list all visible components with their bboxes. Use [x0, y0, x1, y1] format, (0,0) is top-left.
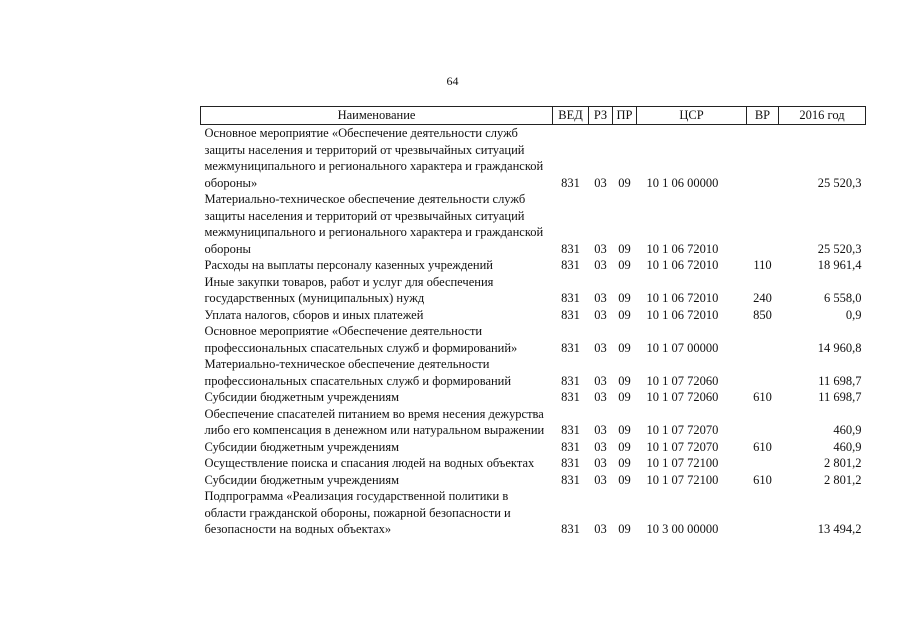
row-ved: 831 — [561, 307, 580, 322]
table-row — [201, 488, 866, 538]
row-csr: 10 1 07 00000 — [646, 340, 719, 355]
header-ved: ВЕД — [553, 107, 589, 125]
row-vr — [747, 323, 779, 356]
row-csr: 10 1 07 72100 — [646, 472, 719, 487]
header-sum: 2016 год — [779, 107, 866, 125]
row-name: Основное мероприятие «Обеспечение деятельности служб защиты населения и территорий от чрезвычайных ситуаций межмуниципального и регионального характера и гражданской обороны» — [204, 126, 544, 190]
row-rz: 03 — [594, 307, 607, 322]
table-row — [201, 274, 866, 307]
row-ved: 831 — [561, 175, 580, 190]
row-vr — [747, 356, 779, 389]
header-rz: РЗ — [589, 107, 613, 125]
row-name: Субсидии бюджетным учреждениям — [204, 439, 400, 454]
row-rz: 03 — [594, 373, 607, 388]
row-vr — [747, 406, 779, 439]
header-name: Наименование — [201, 107, 553, 125]
row-sum: 460,9 — [833, 423, 862, 437]
row-sum: 13 494,2 — [817, 522, 862, 536]
row-csr: 10 1 07 72070 — [646, 423, 719, 437]
row-ved: 831 — [561, 258, 580, 272]
row-rz: 03 — [594, 439, 607, 454]
table-row — [201, 191, 866, 257]
row-rz: 03 — [594, 258, 607, 272]
row-sum: 11 698,7 — [818, 373, 862, 388]
row-pr: 09 — [618, 340, 631, 355]
row-csr: 10 1 06 72010 — [646, 258, 719, 272]
row-rz: 03 — [594, 472, 607, 487]
row-ved: 831 — [561, 340, 580, 355]
row-pr: 09 — [618, 456, 631, 470]
table-header-row — [201, 107, 866, 125]
table-row — [201, 439, 866, 456]
row-name: Основное мероприятие «Обеспечение деятельности профессиональных спасательных служб и формирований» — [204, 324, 518, 355]
table-row — [201, 323, 866, 356]
table-row — [201, 389, 866, 406]
row-sum: 2 801,2 — [824, 456, 862, 470]
row-pr: 09 — [618, 439, 631, 454]
row-rz: 03 — [594, 291, 607, 305]
row-rz: 03 — [594, 390, 607, 404]
row-sum: 2 801,2 — [824, 472, 862, 487]
table-row — [201, 307, 866, 324]
row-rz: 03 — [594, 241, 607, 256]
row-vr — [747, 125, 779, 192]
row-name: Субсидии бюджетным учреждениям — [204, 390, 400, 404]
row-vr — [747, 488, 779, 538]
row-ved: 831 — [561, 522, 580, 536]
row-sum: 25 520,3 — [817, 241, 862, 256]
row-sum: 460,9 — [833, 439, 862, 454]
row-name: Иные закупки товаров, работ и услуг для обеспечения государственных (муниципальных) нужд — [204, 274, 494, 305]
row-csr: 10 1 07 72060 — [646, 390, 719, 404]
table-row — [201, 125, 866, 192]
row-name: Осуществление поиска и спасания людей на водных объектах — [204, 456, 535, 470]
row-vr — [747, 455, 779, 472]
row-ved: 831 — [561, 373, 580, 388]
row-vr: 610 — [753, 390, 772, 404]
header-vr: ВР — [747, 107, 779, 125]
row-csr: 10 1 06 72010 — [646, 307, 719, 322]
row-csr: 10 1 07 72070 — [646, 439, 719, 454]
table-row — [201, 356, 866, 389]
row-pr: 09 — [618, 423, 631, 437]
row-csr: 10 1 07 72100 — [646, 456, 719, 470]
row-vr: 850 — [753, 307, 772, 322]
row-vr: 610 — [753, 439, 772, 454]
row-vr — [747, 191, 779, 257]
row-pr: 09 — [618, 390, 631, 404]
row-sum: 25 520,3 — [817, 175, 862, 190]
row-ved: 831 — [561, 439, 580, 454]
row-rz: 03 — [594, 175, 607, 190]
row-pr: 09 — [618, 472, 631, 487]
header-pr: ПР — [613, 107, 637, 125]
row-ved: 831 — [561, 472, 580, 487]
row-sum: 0,9 — [845, 307, 862, 322]
table-row — [201, 406, 866, 439]
row-pr: 09 — [618, 522, 631, 536]
row-ved: 831 — [561, 456, 580, 470]
row-csr: 10 1 07 72060 — [646, 373, 719, 388]
row-rz: 03 — [594, 340, 607, 355]
row-rz: 03 — [594, 456, 607, 470]
header-csr: ЦСР — [637, 107, 747, 125]
budget-table — [200, 106, 866, 538]
row-csr: 10 1 06 72010 — [646, 291, 719, 305]
row-pr: 09 — [618, 307, 631, 322]
row-name: Материально-техническое обеспечение деятельности служб защиты населения и территорий от чрезвычайных ситуаций межмуниципального и регионального характера и гражданской обороны — [204, 192, 544, 256]
row-ved: 831 — [561, 423, 580, 437]
row-rz: 03 — [594, 522, 607, 536]
row-csr: 10 3 00 00000 — [646, 522, 719, 536]
row-pr: 09 — [618, 258, 631, 272]
row-name: Подпрограмма «Реализация государственной политики в области гражданской обороны, пожарной безопасности и безопасности на водных объектах» — [204, 489, 511, 536]
row-ved: 831 — [561, 291, 580, 305]
row-vr: 610 — [753, 472, 772, 487]
row-ved: 831 — [561, 241, 580, 256]
row-vr: 110 — [753, 258, 772, 272]
row-csr: 10 1 06 00000 — [646, 175, 719, 190]
row-pr: 09 — [618, 291, 631, 305]
row-name: Материально-техническое обеспечение деятельности профессиональных спасательных служб и формирований — [204, 357, 512, 388]
row-sum: 18 961,4 — [817, 258, 862, 272]
row-vr: 240 — [753, 291, 772, 305]
row-pr: 09 — [618, 175, 631, 190]
row-name: Расходы на выплаты персоналу казенных учреждений — [204, 258, 493, 272]
row-pr: 09 — [618, 373, 631, 388]
table-row — [201, 455, 866, 472]
row-sum: 6 558,0 — [824, 291, 862, 305]
table-row — [201, 472, 866, 489]
page-number: 64 — [446, 74, 459, 88]
row-csr: 10 1 06 72010 — [646, 241, 719, 256]
row-ved: 831 — [561, 390, 580, 404]
row-name: Обеспечение спасателей питанием во время несения дежурства либо его компенсация в денежном или натуральном выражении — [204, 406, 545, 437]
row-pr: 09 — [618, 241, 631, 256]
table-row — [201, 257, 866, 274]
row-name: Субсидии бюджетным учреждениям — [204, 472, 400, 487]
row-sum: 14 960,8 — [817, 340, 862, 355]
row-name: Уплата налогов, сборов и иных платежей — [204, 307, 424, 322]
row-sum: 11 698,7 — [818, 390, 862, 404]
row-rz: 03 — [594, 423, 607, 437]
